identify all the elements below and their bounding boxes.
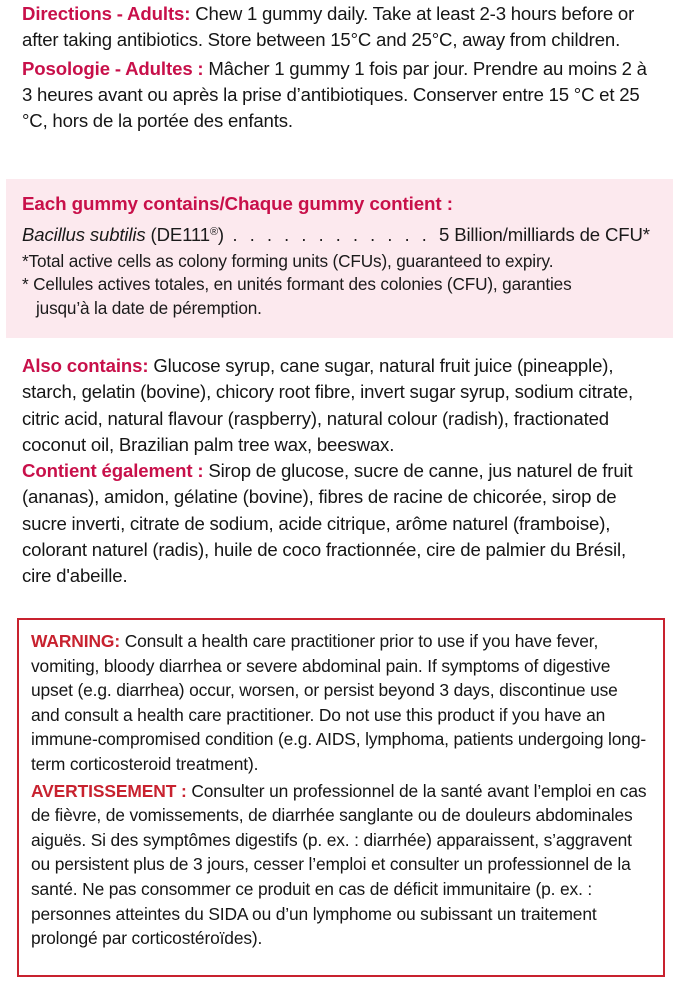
also-contains-french-body: Sirop de glucose, sucre de canne, jus naturel de fruit (ananas), amidon, gélatine (bovine), fibres de racine de chicorée, sirop de sucre inverti, citrate de sodium, acide citrique, arôme naturel (framboise), colorant naturel (radis), huile de coco fractionnée, cire de palmier du Brésil, cire d'abeille.	[22, 460, 633, 587]
medicinal-footnote-english: *Total active cells as colony forming units (CFUs), guaranteed to expiry.	[22, 251, 554, 271]
warning-english-body: Consult a health care practitioner prior to use if you have fever, vomiting, bloody diarrhea or severe abdominal pain. If symptoms of digestive upset (e.g. diarrhea) occur, worsen, or persist beyond 3 days, discontinue use and consult a health care practitioner. Do not use this product if you have an immune-compromised condition (e.g. AIDS, lymphoma, patients undergoing long-term corticosteroid treatment).	[31, 631, 646, 774]
ingredient-scientific-name: Bacillus subtilis	[22, 224, 146, 245]
medicinal-footnote-french	[22, 273, 651, 320]
warning-french-paragraph	[31, 779, 648, 951]
also-contains-section	[0, 353, 679, 590]
warning-english-paragraph	[31, 629, 648, 777]
directions-english-heading: Directions - Adults:	[22, 3, 191, 24]
dot-leader: . . . . . . . . . . . .	[223, 225, 439, 245]
also-contains-french-heading: Contient également :	[22, 460, 204, 482]
also-contains-english-body: Glucose syrup, cane sugar, natural fruit juice (pineapple), starch, gelatin (bovine), chicory root fibre, invert sugar syrup, sodium citrate, citric acid, natural flavour (raspberry), natural colour (radish), fractionated coconut oil, Brazilian palm tree wax, beeswax.	[22, 355, 634, 455]
directions-section	[0, 1, 679, 134]
also-contains-english-paragraph	[22, 353, 657, 458]
also-contains-english-heading: Also contains:	[22, 355, 149, 376]
medicinal-ingredient-row	[22, 219, 651, 248]
registered-trademark-icon: ®	[209, 226, 218, 238]
directions-english-paragraph	[22, 1, 657, 54]
directions-french-heading: Posologie - Adultes :	[22, 57, 204, 79]
ingredient-strain-open: (DE111	[145, 224, 210, 245]
directions-english-body: Chew 1 gummy daily. Take at least 2-3 hours before or after taking antibiotics. Store between 15°C and 25°C, away from children.	[22, 3, 635, 51]
medicinal-panel-title: Each gummy contains/Chaque gummy contient :	[22, 193, 453, 214]
directions-french-body: Mâcher 1 gummy 1 fois par jour. Prendre au moins 2 à 3 heures avant ou après la prise d’antibiotiques. Conserver entre 15 °C et 25 °C, hors de la portée des enfants.	[22, 57, 647, 132]
medicinal-footnote-french-line1: * Cellules actives totales, en unités formant des colonies (CFU), garanties	[22, 274, 572, 295]
ingredient-strain-close: )	[217, 224, 224, 245]
warning-french-body: Consulter un professionnel de la santé avant l’emploi en cas de fièvre, de vomissements, de diarrhée sanglante ou de douleurs abdominales aiguës. Si des symptômes digestifs (p. ex. : diarrhée) apparaissent, s’aggravent ou persistent plus de 3 jours, cesser l’emploi et consulter un professionnel de la santé. Ne pas consommer ce produit en cas de déficit immunitaire (p. ex. : personnes atteintes du SIDA ou d’un lymphome ou subissant un traitement prolongé par corticostéroïdes).	[31, 780, 647, 949]
warning-english-heading: WARNING:	[31, 631, 121, 651]
medicinal-ingredients-panel	[6, 179, 673, 338]
warning-french-heading: AVERTISSEMENT :	[31, 780, 187, 801]
directions-french-paragraph	[22, 56, 657, 135]
warning-box	[17, 618, 665, 977]
medicinal-footnote-french-line2: jusqu’à la date de péremption.	[36, 297, 262, 318]
also-contains-french-paragraph	[22, 458, 657, 589]
ingredient-amount: 5 Billion/milliards de CFU*	[438, 224, 650, 245]
